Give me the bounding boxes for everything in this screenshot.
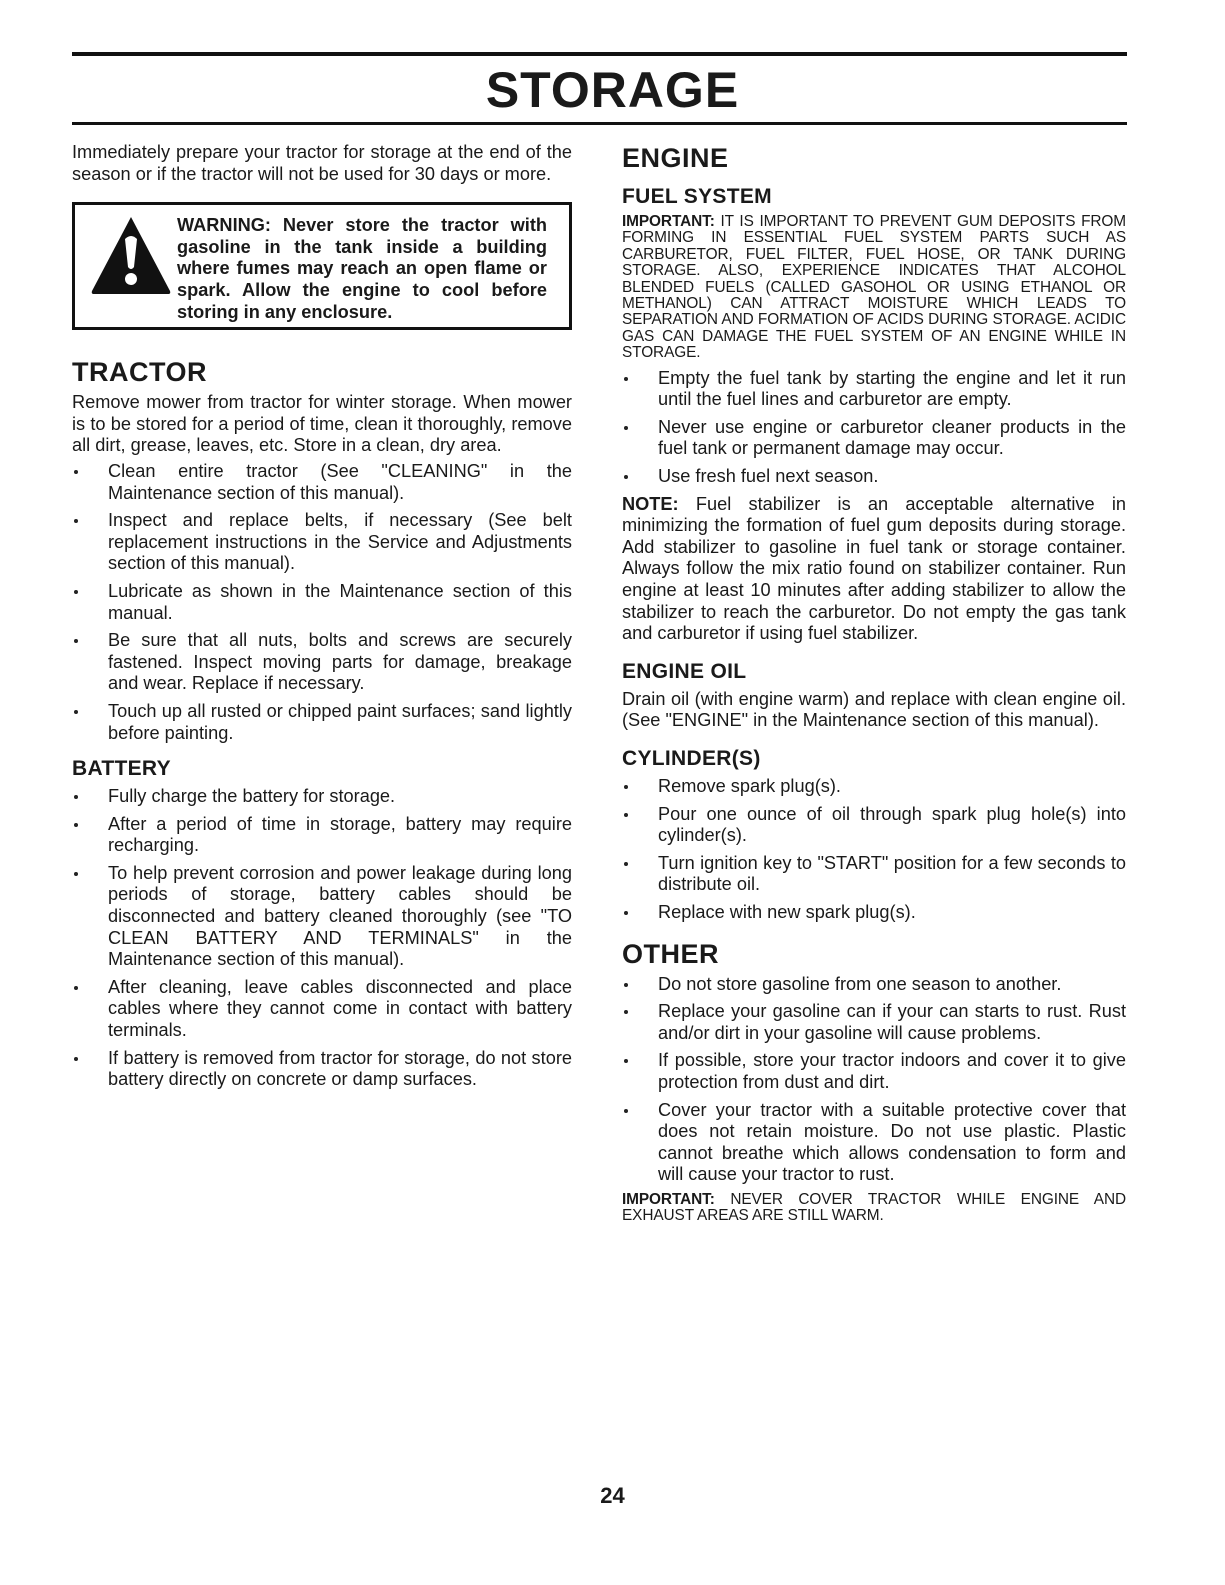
engine-oil-heading: ENGINE OIL <box>622 659 747 683</box>
list-item: After a period of time in storage, battery may require recharging. <box>72 814 572 857</box>
cylinders-heading: CYLINDER(S) <box>622 746 761 770</box>
important-label: IMPORTANT: <box>622 213 715 230</box>
important-text: IT IS IMPORTANT TO PREVENT GUM DEPOSITS FROM FORMING IN ESSENTIAL FUEL SYSTEM PARTS SUCH AS CARBURETOR, FUEL FILTER, FUEL HOSE, OR TANK DURING STORAGE. ALSO, EXPERIENCE INDICATES THAT ALCOHOL BLENDED FUELS (CALLED GASOHOL OR USING ETHANOL OR METHANOL) CAN ATTRACT MOISTURE WHICH LEADS TO SEPARATION AND FORMATION OF ACIDS DURING STORAGE. ACIDIC GAS CAN DAMAGE THE FUEL SYSTEM OF AN ENGINE WHILE IN STORAGE. <box>622 213 1126 362</box>
important-label: IMPORTANT: <box>622 1190 715 1208</box>
warning-box <box>72 202 572 330</box>
list-item: If possible, store your tractor indoors and cover it to give protection from dust and dirt. <box>622 1050 1126 1093</box>
list-item: Be sure that all nuts, bolts and screws are securely fastened. Inspect moving parts for damage, breakage and wear. Replace if necessary. <box>72 630 572 695</box>
left-column <box>72 142 572 1097</box>
list-item: If battery is removed from tractor for storage, do not store battery directly on concrete or damp surfaces. <box>72 1048 572 1091</box>
engine-oil-text: Drain oil (with engine warm) and replace with clean engine oil. (See "ENGINE" in the Maintenance section of this manual). <box>622 688 1126 731</box>
fuel-system-heading: FUEL SYSTEM <box>622 185 772 208</box>
list-item: To help prevent corrosion and power leakage during long periods of storage, battery cables should be disconnected and battery cleaned thoroughly (see "TO CLEAN BATTERY AND TERMINALS" in the Maintenance section of this manual). <box>72 863 572 971</box>
list-item: Turn ignition key to "START" position for a few seconds to distribute oil. <box>622 853 1126 896</box>
top-rule <box>72 52 1127 56</box>
list-item: Replace your gasoline can if your can starts to rust. Rust and/or dirt in your gasoline will cause problems. <box>622 1001 1126 1044</box>
list-item: Lubricate as shown in the Maintenance section of this manual. <box>72 581 572 624</box>
list-item: Cover your tractor with a suitable protective cover that does not retain moisture. Do not use plastic. Plastic cannot breathe which allows condensation to form and will cause your tractor to rust. <box>622 1100 1126 1186</box>
note-label: NOTE: <box>622 493 679 514</box>
battery-heading: BATTERY <box>72 757 171 781</box>
intro-paragraph: Immediately prepare your tractor for storage at the end of the season or if the tractor will not be used for 30 days or more. <box>72 142 572 184</box>
list-item: Never use engine or carburetor cleaner products in the fuel tank or permanent damage may occur. <box>622 417 1126 460</box>
list-item: Replace with new spark plug(s). <box>622 902 1126 924</box>
list-item: After cleaning, leave cables disconnected and place cables where they cannot come in contact with battery terminals. <box>72 977 572 1042</box>
other-list <box>622 974 1126 1186</box>
tractor-list <box>72 461 572 744</box>
title-underline-rule <box>72 122 1127 125</box>
fuel-system-important <box>622 214 1126 362</box>
engine-heading: ENGINE <box>622 143 729 173</box>
list-item: Fully charge the battery for storage. <box>72 786 572 808</box>
warning-triangle-icon <box>89 213 173 297</box>
list-item: Remove spark plug(s). <box>622 776 1126 798</box>
tractor-intro: Remove mower from tractor for winter storage. When mower is to be stored for a period of time, clean it thoroughly, remove all dirt, grease, leaves, etc. Store in a clean, dry area. <box>72 392 572 456</box>
battery-list <box>72 786 572 1091</box>
page-title: STORAGE <box>485 62 740 118</box>
warning-text: WARNING: Never store the tractor with gasoline in the tank inside a building where fumes may reach an open flame or spark. Allow the engine to cool before storing in any enclosure. <box>177 215 547 322</box>
list-item: Do not store gasoline from one season to another. <box>622 974 1126 996</box>
cylinders-list <box>622 776 1126 924</box>
tractor-heading: TRACTOR <box>72 357 207 388</box>
note-text: Fuel stabilizer is an acceptable alternative in minimizing the formation of fuel gum deposits during storage. Add stabilizer to gasoline in fuel tank or storage container. Always follow the mix ratio found on stabilizer container. Run engine at least 10 minutes after adding stabilizer to allow the stabilizer to reach the carburetor. Do not empty the gas tank and carburetor if using fuel stabilizer. <box>622 493 1126 644</box>
list-item: Clean entire tractor (See "CLEANING" in the Maintenance section of this manual). <box>72 461 572 504</box>
list-item: Inspect and replace belts, if necessary (See belt replacement instructions in the Service and Adjustments section of this manual). <box>72 510 572 575</box>
list-item: Empty the fuel tank by starting the engine and let it run until the fuel lines and carburetor are empty. <box>622 368 1126 411</box>
fuel-system-list <box>622 368 1126 488</box>
right-column <box>622 142 1126 1225</box>
other-heading: OTHER <box>622 938 719 969</box>
list-item: Pour one ounce of oil through spark plug hole(s) into cylinder(s). <box>622 804 1126 847</box>
page-number: 24 <box>600 1483 625 1508</box>
list-item: Use fresh fuel next season. <box>622 466 1126 488</box>
important-text: NEVER COVER TRACTOR WHILE ENGINE AND EXHAUST AREAS ARE STILL WARM. <box>622 1190 1126 1225</box>
fuel-system-note <box>622 494 1126 645</box>
list-item: Touch up all rusted or chipped paint surfaces; sand lightly before painting. <box>72 701 572 744</box>
other-important <box>622 1192 1126 1225</box>
